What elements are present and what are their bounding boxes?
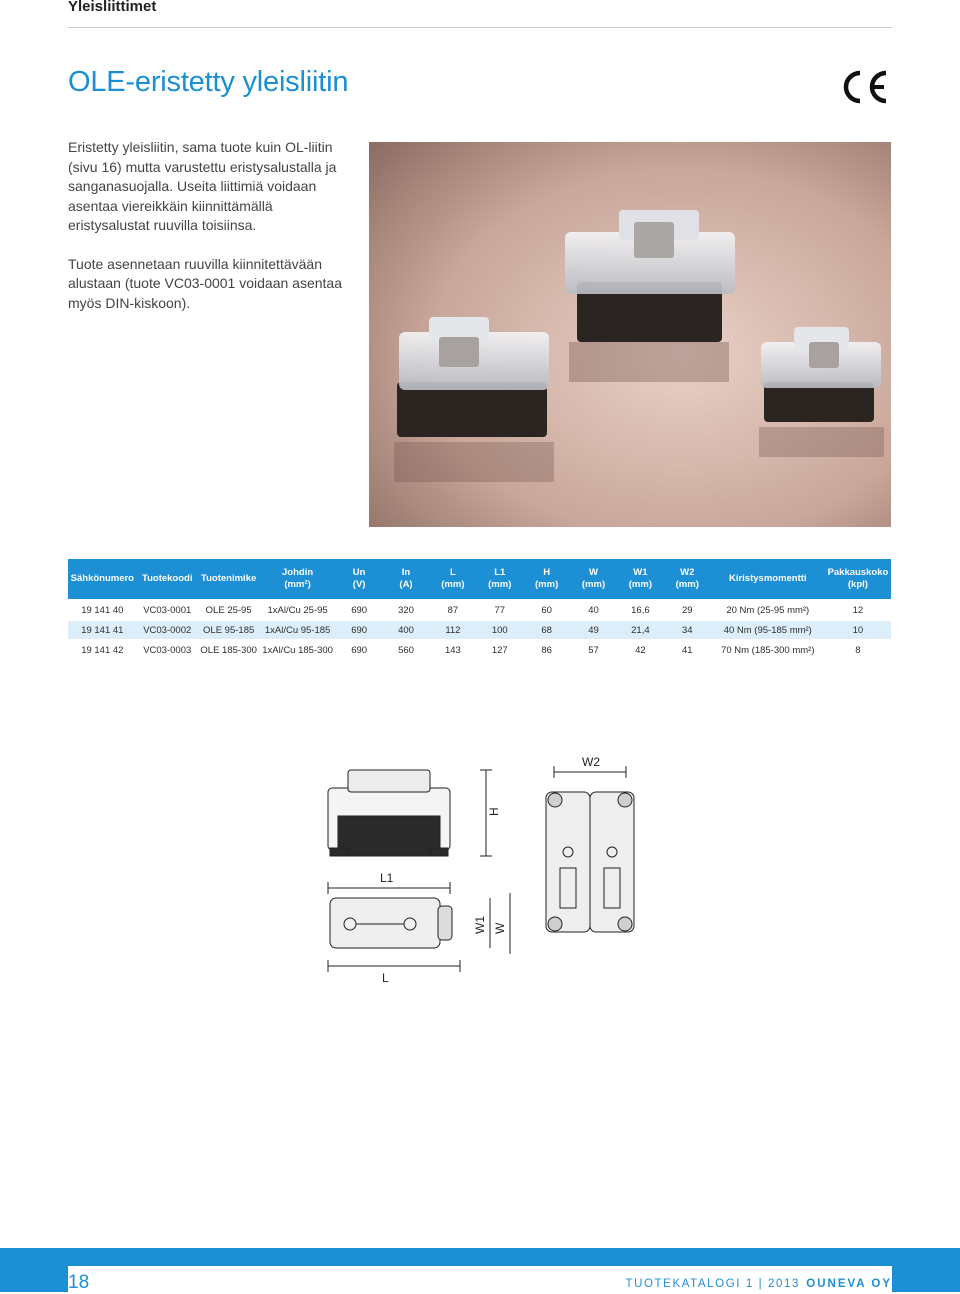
cell: 41 (664, 641, 711, 659)
cell: 19 141 42 (68, 641, 137, 659)
cell: 16,6 (617, 601, 664, 619)
cell: VC03-0001 (137, 601, 198, 619)
cell: 87 (429, 601, 476, 619)
cell: OLE 25-95 (198, 601, 260, 619)
cell: 1xAl/Cu 25-95 (259, 601, 335, 619)
label-w1: W1 (473, 916, 487, 934)
cell: OLE 185-300 (198, 641, 260, 659)
col-header: L (mm) (429, 559, 476, 599)
cell: 10 (825, 621, 891, 639)
product-photo (369, 142, 891, 527)
cell: 68 (523, 621, 570, 639)
col-header: In (A) (383, 559, 430, 599)
label-l: L (382, 971, 389, 985)
catalog-label: TUOTEKATALOGI 1 | 2013 (625, 1278, 800, 1290)
col-header: Sähkönumero (68, 559, 137, 599)
table-row (68, 641, 891, 659)
col-header: W1 (mm) (617, 559, 664, 599)
col-header: Pakkauskoko (kpl) (825, 559, 891, 599)
cell: 29 (664, 601, 711, 619)
col-header: L1 (mm) (476, 559, 523, 599)
label-l1: L1 (380, 871, 394, 885)
cell: 34 (664, 621, 711, 639)
cell: 100 (476, 621, 523, 639)
cell: 40 Nm (95-185 mm²) (711, 621, 825, 639)
intro-paragraph-2: Tuote asennetaan ruuvilla kiinnitettävään alustaan (tuote VC03-0001 voidaan asentaa myös DIN-kiskoon). (68, 255, 342, 311)
col-header: Tuotekoodi (137, 559, 198, 599)
page-title: OLE-eristetty yleisliitin (68, 66, 349, 98)
col-header: Kiristysmomentti (711, 559, 825, 599)
col-header: W2 (mm) (664, 559, 711, 599)
cell: 1xAl/Cu 185-300 (259, 641, 335, 659)
cell: 690 (336, 601, 383, 619)
company-name: OUNEVA OY (806, 1278, 892, 1290)
section-header: Yleisliittimet (68, 0, 157, 15)
cell: 77 (476, 601, 523, 619)
cell: 143 (429, 641, 476, 659)
table-row (68, 601, 891, 619)
cell: 690 (336, 621, 383, 639)
cell: 70 Nm (185-300 mm²) (711, 641, 825, 659)
cell: 86 (523, 641, 570, 659)
cell: OLE 95-185 (198, 621, 260, 639)
page-number: 18 (68, 1272, 90, 1293)
cell: 60 (523, 601, 570, 619)
cell: 40 (570, 601, 617, 619)
col-header: Un (V) (336, 559, 383, 599)
cell: 320 (383, 601, 430, 619)
cell: 19 141 41 (68, 621, 137, 639)
intro-text (68, 138, 358, 332)
cell: 400 (383, 621, 430, 639)
cell: VC03-0002 (137, 621, 198, 639)
cell: 8 (825, 641, 891, 659)
dimension-drawing (310, 748, 650, 1000)
cell: 21,4 (617, 621, 664, 639)
cell: 112 (429, 621, 476, 639)
col-header: H (mm) (523, 559, 570, 599)
cell: VC03-0003 (137, 641, 198, 659)
cell: 20 Nm (25-95 mm²) (711, 601, 825, 619)
col-header: Johdin (mm²) (259, 559, 335, 599)
header-divider (68, 27, 892, 28)
cell: 1xAl/Cu 95-185 (259, 621, 335, 639)
label-w2: W2 (582, 755, 600, 769)
cell: 57 (570, 641, 617, 659)
cell: 690 (336, 641, 383, 659)
cell: 19 141 40 (68, 601, 137, 619)
col-header: Tuotenimike (198, 559, 260, 599)
col-header: W (mm) (570, 559, 617, 599)
label-h: H (487, 807, 501, 816)
ce-mark-icon (838, 70, 890, 104)
table-header-row (68, 559, 891, 599)
product-spec-table (68, 557, 891, 661)
intro-paragraph-1: Eristetty yleisliitin, sama tuote kuin OL-liitin (sivu 16) mutta varustettu eristysalustalla ja sanganasuojalla. Useita liittimiä voidaan asentaa viereikkäin kiinnittämällä eristysalustat ruuvilla toisiinsa. (68, 139, 337, 233)
cell: 12 (825, 601, 891, 619)
cell: 560 (383, 641, 430, 659)
cell: 42 (617, 641, 664, 659)
cell: 127 (476, 641, 523, 659)
cell: 49 (570, 621, 617, 639)
table-row (68, 621, 891, 639)
label-w: W (493, 922, 507, 934)
